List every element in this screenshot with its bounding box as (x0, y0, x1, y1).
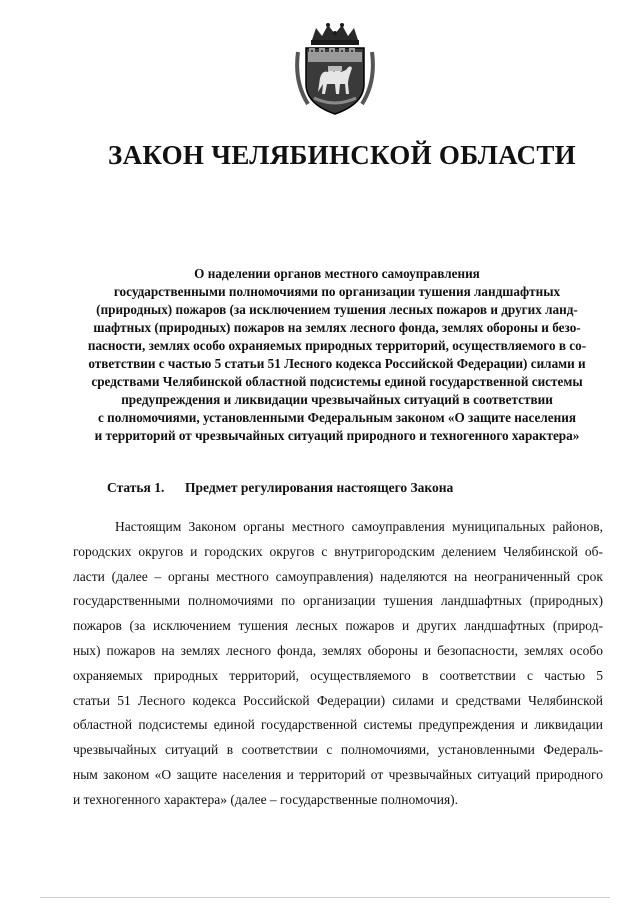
scan-edge-divider (40, 897, 610, 898)
title-line: шафтных (природных) пожаров на землях лесного фонда, землях обороны и безо- (93, 320, 581, 335)
body-line: пожаров (за исключением тушения лесных пожаров и других ландшафтных (природ- (73, 618, 603, 634)
body-line: ных) пожаров на землях лесного фонда, землях обороны и безопасности, землях особо (73, 642, 603, 658)
body-line: охраняемых природных территорий, осуществляемого в соответствии с частью 5 (73, 667, 603, 683)
law-heading-text: ЗАКОН ЧЕЛЯБИНСКОЙ ОБЛАСТИ (108, 140, 576, 170)
body-line: областной подсистемы единой государственной системы предупреждения и ликвидации (73, 717, 603, 733)
body-line: ным законом «О защите населения и территорий от чрезвычайных ситуаций природного (73, 766, 603, 782)
title-line: предупреждения и ликвидации чрезвычайных ситуаций в соответствии (121, 392, 553, 407)
title-line: (природных) пожаров (за исключением тушения лесных пожаров и других ланд- (96, 302, 578, 317)
article-body (73, 515, 603, 813)
law-title (72, 265, 602, 445)
article-heading (107, 480, 453, 496)
article-title: Предмет регулирования настоящего Закона (185, 480, 454, 495)
body-line: Настоящим Законом органы местного самоуправления муниципальных районов, (115, 519, 603, 534)
chelyabinsk-coat-of-arms-icon (294, 22, 376, 118)
law-heading (0, 138, 640, 172)
title-line: и территорий от чрезвычайных ситуаций природного и техногенного характера» (94, 428, 580, 443)
body-line: статьи 51 Лесного кодекса Российской Федерации) силами и средствами Челябинской (73, 692, 603, 708)
body-line: городских округов и городских округов с внутригородским делением Челябинской об- (73, 543, 603, 559)
title-line: с полномочиями, установленными Федеральным законом «О защите населения (98, 410, 576, 425)
title-line: ответствии с частью 5 статьи 51 Лесного кодекса Российской Федерации) силами и (88, 356, 586, 371)
body-line: и техногенного характера» (далее – государственные полномочия). (73, 791, 459, 807)
title-line: пасности, землях особо охраняемых природных территорий, осуществляемого в со- (87, 338, 587, 353)
body-line: чрезвычайных ситуаций в соответствии с полномочиями, установленными Федераль- (73, 742, 603, 758)
body-line: ласти (далее – органы местного самоуправления) наделяются на неограниченный срок (73, 568, 603, 584)
title-line: государственными полномочиями по организации тушения ландшафтных (113, 284, 561, 299)
body-line: государственными полномочиями по организации тушения ландшафтных (природных) (73, 593, 603, 609)
title-line: О наделении органов местного самоуправления (194, 266, 480, 281)
title-line: средствами Челябинской областной подсистемы единой государственной системы (91, 374, 583, 389)
article-number: Статья 1. (107, 480, 165, 495)
